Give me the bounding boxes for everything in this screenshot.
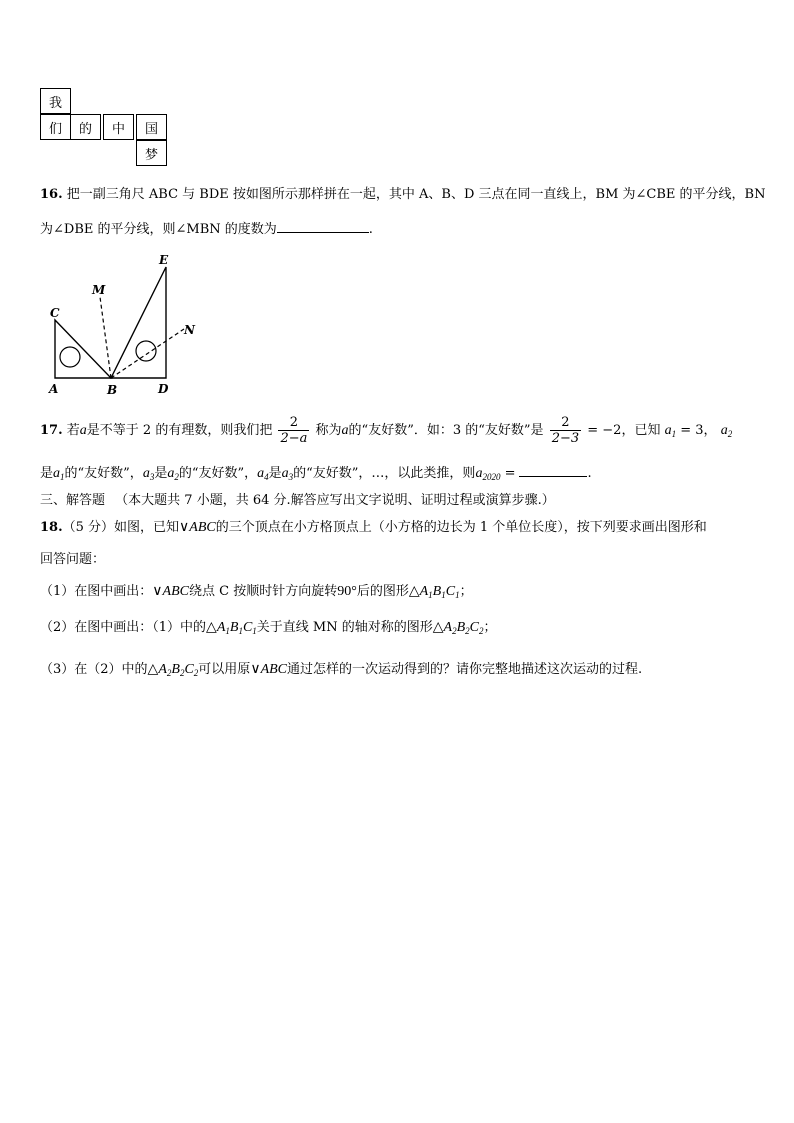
- q18-p2-text-1: （2）在图中画出：（1）中的: [40, 620, 207, 635]
- q18-p1-text-1: （1）在图中画出：: [40, 584, 153, 599]
- section-3-title: 三、解答题: [40, 493, 106, 508]
- q16-line-1: [40, 186, 765, 204]
- q17-l2-a2: $a_2$: [167, 466, 179, 482]
- q18-p1-abc: ∨ABC: [152, 584, 189, 599]
- q16-line-2: [40, 219, 373, 239]
- q17-text-5: = −2，已知: [587, 423, 661, 438]
- q17-l2-text-6: 的“友好数”，…，以此类推，则: [293, 466, 476, 481]
- grid-cell-5: 国: [136, 114, 167, 140]
- q17-fraction-1: $\frac{2}{2-a}$: [280, 415, 308, 446]
- section-3-heading: [40, 492, 555, 510]
- q18-p1-text-2: 绕点 C 按顺时针方向旋转: [188, 584, 338, 599]
- q17-a1: $a_1$: [664, 423, 677, 439]
- q18-text-3: 回答问题：: [40, 552, 106, 567]
- q18-p1-text-3: 后的图形: [356, 584, 409, 599]
- q18-p3-text-2: 可以用原: [198, 662, 251, 677]
- label-d: D: [158, 382, 169, 396]
- q17-text-4: 的“友好数”．如：3 的“友好数”是: [348, 423, 544, 438]
- q16-number: 16.: [40, 187, 63, 202]
- q18-p1-deg: 90°: [337, 584, 357, 599]
- grid-cell-6: 梦: [136, 140, 167, 166]
- q17-a2: $a_2$: [720, 423, 733, 439]
- q18-p1-a1b1c1: $\triangle A_1B_1C_1$: [408, 584, 460, 600]
- q17-l2-a4: $a_4$: [257, 466, 269, 482]
- q17-l2-text-7: =: [500, 466, 516, 481]
- q18-p2-a2b2c2: $\triangle A_2B_2C_2$: [432, 620, 484, 636]
- label-m: M: [92, 283, 106, 297]
- q17-l2-text-5: 是: [268, 466, 282, 481]
- q16-text-end: .: [368, 222, 373, 237]
- grid-cell-1: 我: [40, 88, 71, 114]
- q17-l2-a1: $a_1$: [53, 466, 65, 482]
- q18-text-2: 的三个顶点在小方格顶点上（小方格的边长为 1 个单位长度），按下列要求画出图形和: [215, 520, 707, 535]
- q17-answer-blank[interactable]: [519, 463, 587, 477]
- grid-cell-2: 们: [40, 114, 71, 140]
- q18-p3-text-1: （3）在（2）中的: [40, 662, 148, 677]
- label-a: A: [49, 382, 59, 396]
- q16-text-1: 把一副三角尺 ABC 与 BDE 按如图所示那样拼在一起，其中 A、B、D 三点在同一直线上，BM 为∠CBE 的平分线，BN: [66, 187, 766, 202]
- q18-line-2: [40, 551, 105, 569]
- q17-number: 17.: [40, 423, 63, 438]
- bisector-bm: [100, 297, 111, 378]
- q16-text-2: 为∠DBE 的平分线，则∠MBN 的度数为: [40, 222, 277, 237]
- section-3-note: （本大题共 7 小题，共 64 分.解答应写出文字说明、证明过程或演算步骤.）: [115, 493, 555, 508]
- q17-line-2: [40, 463, 592, 483]
- q18-number: 18.: [40, 520, 63, 535]
- grid-cell-3: 的: [70, 114, 101, 140]
- q17-l2-a3b: $a_3$: [281, 466, 294, 482]
- q17-l2-a2020: $a_{2020}$: [475, 466, 501, 482]
- q17-var-a: a: [79, 423, 87, 438]
- label-e: E: [159, 253, 169, 267]
- q17-text-1: 若: [66, 423, 80, 438]
- q17-text-2: 是不等于 2 的有理数，则我们把: [86, 423, 273, 438]
- q17-l2-text-1: 是: [40, 466, 54, 481]
- triangle-abc-hole: [60, 347, 80, 367]
- triangle-figure: [40, 250, 210, 400]
- q18-p3-a2b2c2: $\triangle A_2B_2C_2$: [147, 662, 199, 678]
- bisector-bn: [111, 329, 184, 378]
- q18-p2-end: ；: [483, 620, 497, 635]
- q17-text-3: 称为: [315, 423, 342, 438]
- label-c: C: [50, 306, 60, 320]
- triangle-bde-hole: [136, 341, 156, 361]
- q18-part-1: [40, 583, 473, 601]
- q16-answer-blank[interactable]: [277, 219, 369, 233]
- q17-l2-end: .: [587, 466, 592, 481]
- q18-p2-text-2: 关于直线 MN 的轴对称的图形: [256, 620, 433, 635]
- q18-p2-a1b1c1: $\triangle A_1B_1C_1$: [206, 620, 257, 636]
- q18-abc-1: ∨ABC: [179, 520, 216, 535]
- q18-p1-end: ；: [459, 584, 473, 599]
- q17-var-a-2: a: [341, 423, 349, 438]
- q17-l2-text-3: 是: [154, 466, 168, 481]
- grid-cell-4: 中: [103, 114, 134, 140]
- q18-part-3: [40, 661, 642, 679]
- q17-l2-a3: $a_3$: [142, 466, 155, 482]
- q17-a1-value: = 3，: [680, 423, 717, 438]
- q17-l2-text-2: 的“友好数”，: [64, 466, 143, 481]
- q18-p3-abc: ∨ABC: [250, 662, 288, 677]
- q18-text-1: （5 分）如图，已知: [62, 520, 180, 535]
- triangle-bde: [111, 267, 166, 378]
- q18-part-2: [40, 619, 497, 637]
- q18-line-1: [40, 519, 707, 537]
- q17-l2-text-4: 的“友好数”，: [178, 466, 258, 481]
- q17-line-1: [40, 415, 732, 445]
- q17-fraction-2: $\frac{2}{2-3}$: [551, 415, 580, 446]
- q18-p3-text-3: 通过怎样的一次运动得到的？请你完整地描述这次运动的过程.: [287, 662, 643, 677]
- label-n: N: [184, 323, 195, 337]
- label-b: B: [107, 383, 118, 397]
